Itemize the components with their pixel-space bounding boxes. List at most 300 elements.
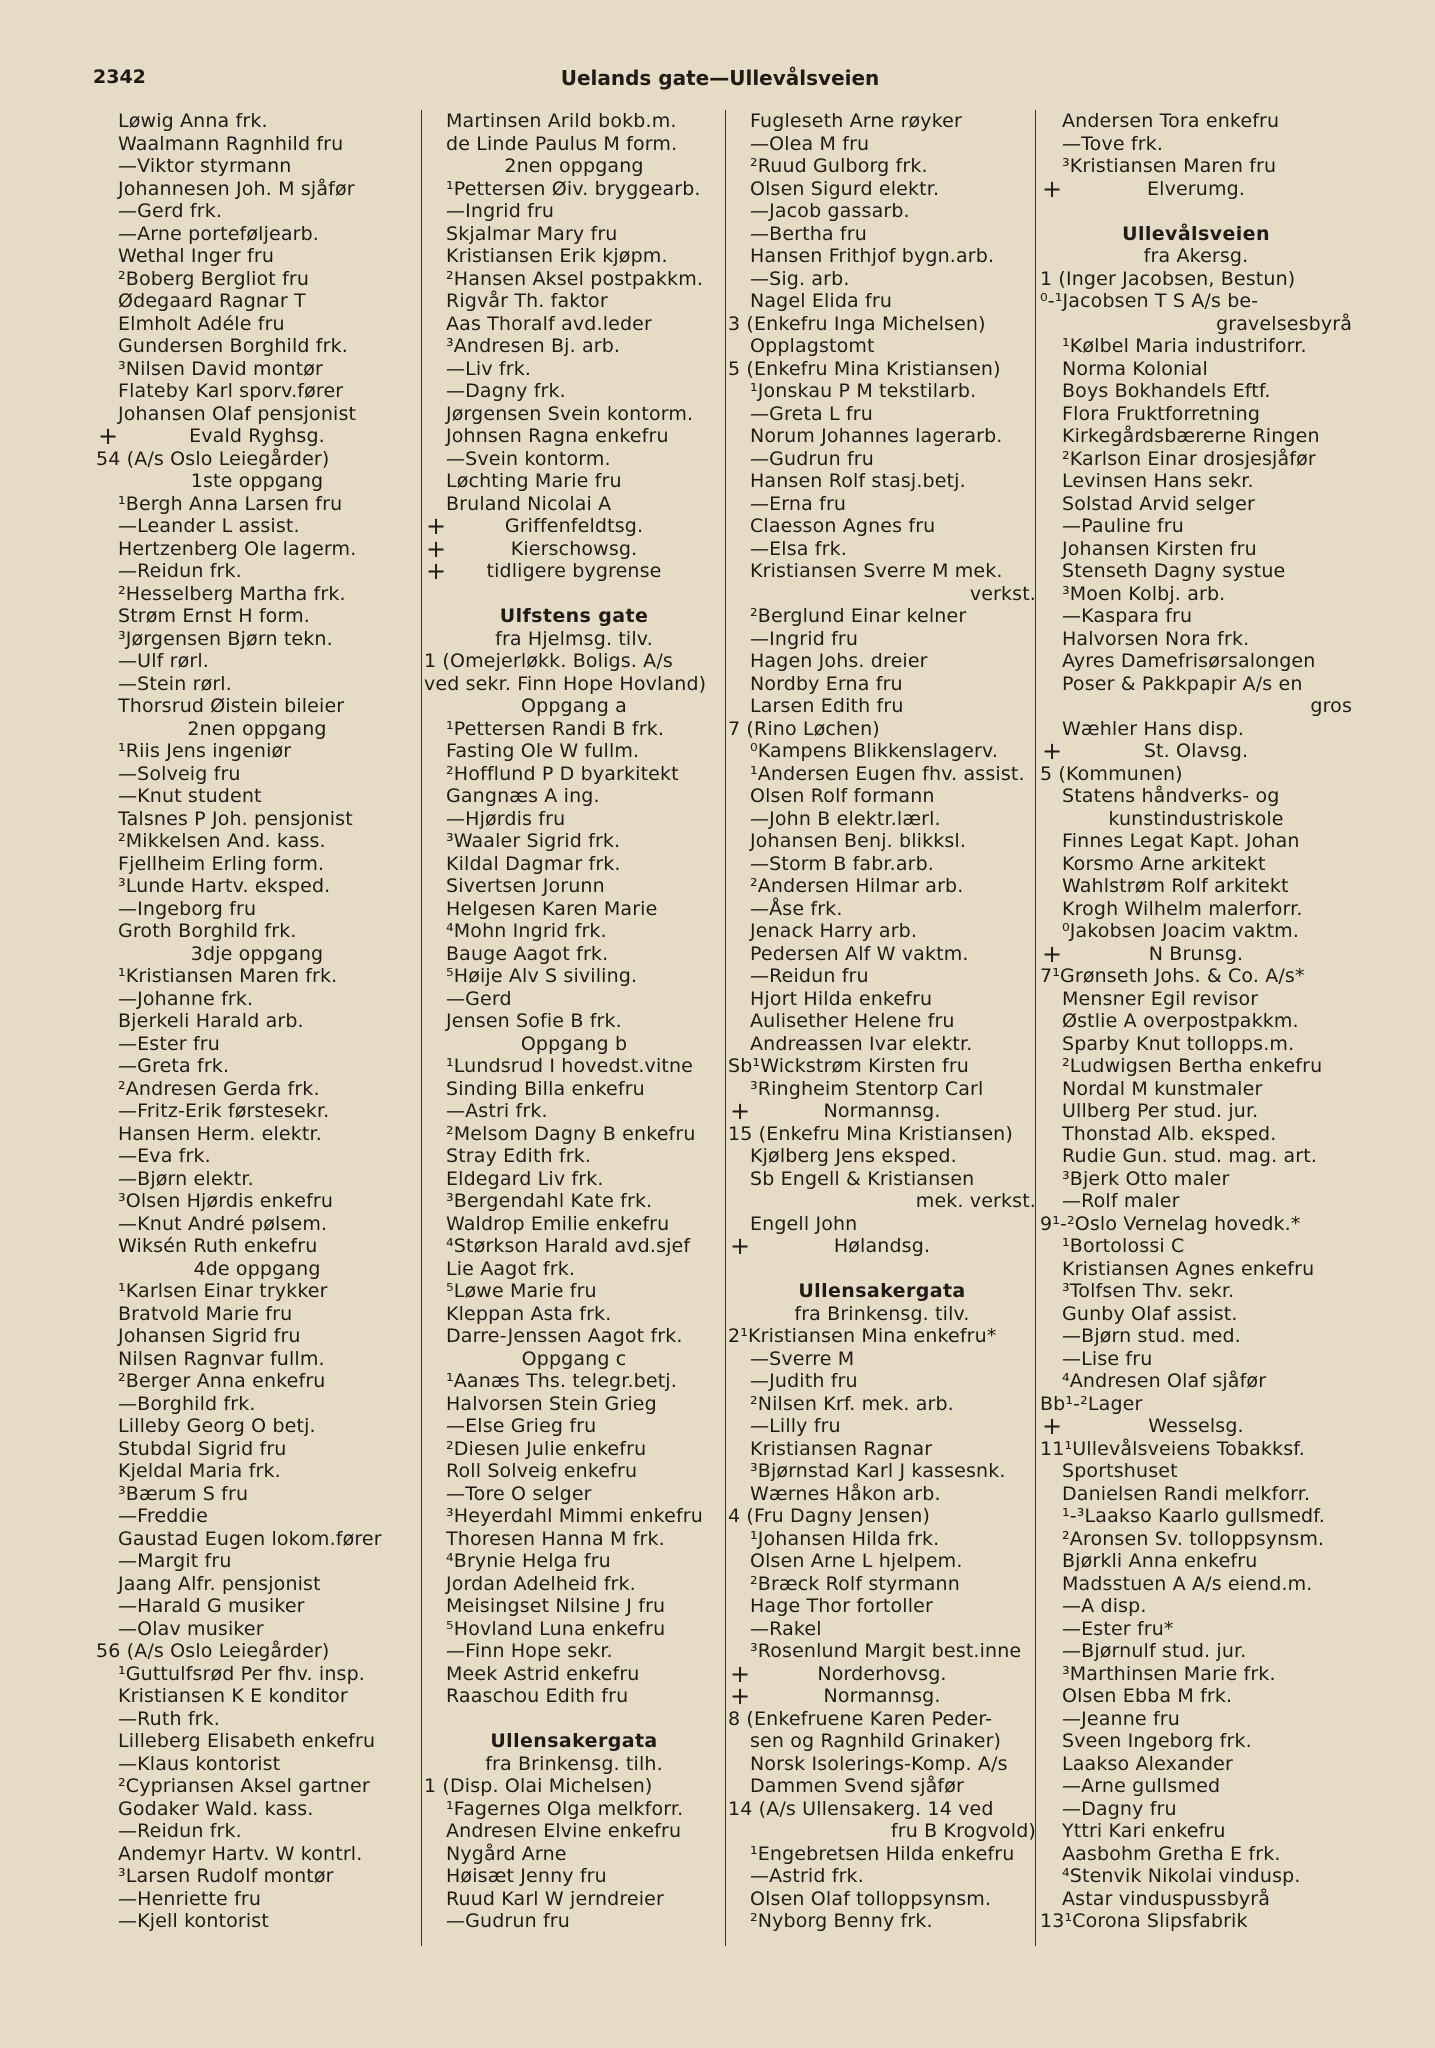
house-entry: 54 (A/s Oslo Leiegårder): [96, 447, 330, 470]
resident-entry: ²Hesselberg Martha frk.: [118, 582, 346, 605]
resident-entry: —Ingeborg fru: [118, 897, 257, 920]
resident-entry: Nilsen Ragnvar fullm.: [118, 1347, 325, 1370]
resident-entry: Østlie A overpostpakkm.: [1062, 1010, 1299, 1032]
resident-entry: ¹Riis Jens ingeniør: [118, 740, 292, 762]
resident-entry: —Knut André pølsem.: [118, 1212, 328, 1235]
resident-entry: Fjellheim Erling form.: [118, 852, 325, 875]
resident-entry: Bratvold Marie fru: [118, 1302, 293, 1325]
resident-entry: ¹Kristiansen Maren frk.: [118, 965, 338, 987]
resident-entry: ²Diesen Julie enkefru: [446, 1437, 647, 1460]
resident-entry: ⁴Størkson Harald avd.sjef: [446, 1235, 691, 1257]
resident-entry: —Greta frk.: [118, 1055, 230, 1077]
resident-entry: Lie Aagot frk.: [446, 1257, 576, 1280]
resident-entry: Boys Bokhandels Eftf.: [1062, 380, 1271, 402]
resident-entry: ²Andersen Hilmar arb.: [750, 875, 964, 897]
resident-entry: —Leander L assist.: [118, 515, 300, 537]
resident-entry: —Lilly fru: [750, 1415, 841, 1437]
resident-entry: Sb Engell & Kristiansen: [750, 1167, 975, 1190]
resident-entry: —Tore O selger: [446, 1482, 592, 1505]
resident-entry: —Sig. arb.: [750, 267, 850, 290]
directory-column-3: [728, 110, 1036, 1950]
resident-entry: —Olea M fru: [750, 132, 870, 155]
resident-entry: Bjørkli Anna enkefru: [1062, 1550, 1258, 1572]
house-entry: 7¹Grønseth Johs. & Co. A/s*: [1040, 965, 1305, 987]
cross-street-name: Wesselsg.: [1148, 1415, 1244, 1437]
resident-entry: Olsen Arne L hjelpem.: [750, 1550, 963, 1572]
resident-entry: —Else Grieg fru: [446, 1415, 597, 1437]
resident-entry: Flora Fruktforretning: [1062, 402, 1261, 425]
resident-entry: —Bertha fru: [750, 222, 867, 245]
resident-entry: Hansen Rolf stasj.betj.: [750, 470, 966, 492]
resident-entry: sen og Ragnhild Grinaker): [750, 1730, 1002, 1752]
house-entry: Bb¹-²Lager: [1040, 1392, 1143, 1415]
resident-entry: Stubdal Sigrid fru: [118, 1437, 287, 1460]
resident-entry: Hjort Hilda enkefru: [750, 987, 933, 1010]
resident-entry: —Astrid frk.: [750, 1865, 864, 1887]
resident-entry: Eldegard Liv frk.: [446, 1167, 604, 1190]
resident-entry: Meek Astrid enkefru: [446, 1662, 640, 1685]
resident-entry: Johansen Olaf pensjonist: [118, 402, 357, 425]
resident-entry: Engell John: [750, 1212, 858, 1235]
resident-entry: Groth Borghild frk.: [118, 920, 297, 942]
cross-street-name: Elverumg.: [1146, 177, 1246, 200]
resident-entry: —Bjørnulf stud. jur.: [1062, 1640, 1247, 1662]
street-heading: Ullevålsveien: [1122, 222, 1270, 245]
cross-street-marker: [728, 1232, 1036, 1260]
cross-street-icon: +: [426, 534, 447, 563]
resident-entry: Ullberg Per stud. jur.: [1062, 1100, 1259, 1122]
resident-entry: Sveen Ingeborg frk.: [1062, 1730, 1252, 1752]
street-heading: Ulfstens gate: [499, 605, 649, 627]
resident-entry: Kristiansen Sverre M mek.: [750, 560, 1003, 582]
resident-entry: Nagel Elida fru: [750, 290, 893, 312]
resident-entry: Jørgensen Svein kontorm.: [446, 402, 694, 425]
sub-heading: Oppgang c: [521, 1347, 627, 1370]
resident-entry: Aulisether Helene fru: [750, 1010, 955, 1032]
resident-entry: —Margit fru: [118, 1550, 232, 1572]
cross-street-name: Kierschowsg.: [510, 537, 638, 560]
resident-entry: Andersen Tora enkefru: [1062, 110, 1280, 132]
resident-entry: Bauge Aagot frk.: [446, 942, 609, 965]
resident-entry: Jenack Harry arb.: [750, 920, 918, 942]
page-number: 2342: [93, 66, 146, 88]
sub-heading: fra Brinkensg. tilh.: [485, 1752, 663, 1775]
resident-entry: Poser & Pakkpapir A/s en: [1062, 672, 1303, 695]
resident-entry: ³Bergendahl Kate frk.: [446, 1190, 653, 1212]
house-entry: 3 (Enkefru Inga Michelsen): [728, 312, 986, 335]
resident-entry: ¹Aanæs Ths. telegr.betj.: [446, 1370, 677, 1392]
resident-entry: —Freddie: [118, 1505, 208, 1527]
resident-entry: Godaker Wald. kass.: [118, 1797, 314, 1820]
resident-entry: —Bjørn elektr.: [118, 1167, 254, 1190]
resident-entry: Hansen Herm. elektr.: [118, 1122, 322, 1145]
cross-street-marker: [96, 422, 418, 450]
resident-entry: —Borghild frk.: [118, 1392, 256, 1415]
resident-entry: Fasting Ole W fullm.: [446, 740, 640, 762]
resident-entry: —Arne gullsmed: [1062, 1775, 1221, 1797]
resident-entry: —Harald G musiker: [118, 1595, 305, 1617]
cross-street-name: Griffenfeldtsg.: [504, 515, 644, 537]
resident-entry: Danielsen Randi melkforr.: [1062, 1482, 1311, 1505]
resident-entry: —Arne porteføljearb.: [118, 222, 319, 245]
resident-entry: —Johanne frk.: [118, 987, 254, 1010]
cross-street-icon: +: [98, 422, 119, 450]
resident-entry: Sivertsen Jorunn: [446, 875, 605, 897]
house-entry: 15 (Enkefru Mina Kristiansen): [728, 1122, 1013, 1145]
resident-entry: —Hjørdis fru: [446, 807, 566, 830]
house-entry: 56 (A/s Oslo Leiegårder): [96, 1640, 330, 1662]
house-entry: 4 (Fru Dagny Jensen): [728, 1505, 931, 1527]
resident-entry: —Knut student: [118, 785, 262, 807]
resident-entry: Bjerkeli Harald arb.: [118, 1010, 304, 1032]
resident-entry: Wahlstrøm Rolf arkitekt: [1062, 875, 1289, 897]
house-entry: 7 (Rino Løchen): [728, 717, 880, 740]
resident-entry: Talsnes P Joh. pensjonist: [118, 807, 353, 830]
resident-entry: —Elsa frk.: [750, 537, 847, 560]
resident-entry: ³Marthinsen Marie frk.: [1062, 1662, 1276, 1685]
resident-entry: ²Hofflund P D byarkitekt: [446, 762, 679, 785]
resident-entry: Ayres Damefrisørsalongen: [1062, 650, 1316, 672]
resident-entry: Jordan Adelheid frk.: [446, 1572, 636, 1595]
resident-entry: Larsen Edith fru: [750, 695, 904, 717]
resident-entry: ³Larsen Rudolf montør: [118, 1865, 334, 1887]
street-heading: Ullensakergata: [798, 1280, 966, 1302]
resident-entry: ¹Bergh Anna Larsen fru: [118, 492, 343, 515]
cross-street-icon: +: [426, 557, 447, 585]
resident-entry: ³Rosenlund Margit best.inne: [750, 1640, 1022, 1662]
resident-entry: Kristiansen Erik kjøpm.: [446, 245, 668, 267]
resident-entry: —Jacob gassarb.: [750, 200, 910, 222]
resident-entry: —Reidun frk.: [118, 1820, 242, 1842]
resident-entry: Rudie Gun. stud. mag. art.: [1062, 1145, 1318, 1167]
resident-entry: Kristiansen K E konditor: [118, 1685, 348, 1707]
cross-street-icon: +: [1042, 939, 1063, 968]
resident-entry: Claesson Agnes fru: [750, 515, 936, 537]
resident-entry: Andresen Elvine enkefru: [446, 1820, 682, 1842]
resident-entry: Lilleberg Elisabeth enkefru: [118, 1730, 376, 1752]
resident-entry: ³Bærum S fru: [118, 1482, 249, 1505]
cross-street-name: Hølandsg.: [833, 1235, 931, 1257]
resident-entry: ²Nilsen Krf. mek. arb.: [750, 1392, 954, 1415]
resident-entry: Yttri Kari enkefru: [1062, 1820, 1226, 1842]
column-divider: [421, 110, 422, 1946]
sub-heading: 3dje oppgang: [190, 942, 324, 965]
house-entry: 13¹Corona Slipsfabrik: [1040, 1910, 1248, 1932]
resident-entry: Martinsen Arild bokb.m.: [446, 110, 677, 132]
resident-entry: ²Hansen Aksel postpakkm.: [446, 267, 704, 290]
resident-entry: Thorsrud Øistein bileier: [118, 695, 345, 717]
resident-entry: ²Cypriansen Aksel gartner: [118, 1775, 370, 1797]
cross-street-icon: +: [1042, 737, 1063, 765]
cross-street-name: tidligere bygrense: [486, 560, 662, 582]
resident-entry: ²Aronsen Sv. tolloppsynsm.: [1062, 1527, 1325, 1550]
resident-entry: Kjeldal Maria frk.: [118, 1460, 281, 1482]
resident-entry: Sportshuset: [1062, 1460, 1178, 1482]
sub-heading: Oppgang a: [521, 695, 627, 717]
resident-entry: —Gerd: [446, 987, 512, 1010]
resident-entry: ²Andresen Gerda frk.: [118, 1077, 320, 1100]
resident-entry: Hansen Frithjof bygn.arb.: [750, 245, 995, 267]
cross-street-marker: [424, 534, 724, 563]
resident-entry: Darre-Jenssen Aagot frk.: [446, 1325, 683, 1347]
resident-entry: ¹Bortolossi C: [1062, 1235, 1185, 1257]
resident-entry: Helgesen Karen Marie: [446, 897, 658, 920]
resident-entry: —Ester fru: [118, 1032, 220, 1055]
resident-entry: Hertzenberg Ole lagerm.: [118, 537, 357, 560]
cross-street-name: Normannsg.: [823, 1100, 941, 1122]
resident-entry: —Erna fru: [750, 492, 847, 515]
resident-entry: —Viktor styrmann: [118, 155, 292, 177]
resident-entry: Johannesen Joh. M sjåfør: [118, 177, 355, 200]
cross-street-marker: [1040, 1412, 1352, 1440]
resident-entry: Bruland Nicolai A: [446, 492, 612, 515]
resident-entry: Norsk Isolerings-Komp. A/s: [750, 1752, 1008, 1775]
resident-entry: ⁰Kampens Blikkenslagerv.: [750, 740, 999, 762]
cross-street-icon: +: [730, 1232, 751, 1260]
resident-entry: ⁵Høije Alv S siviling.: [446, 965, 638, 987]
resident-entry: —Dagny frk.: [446, 380, 566, 402]
resident-entry: ⁰Jakobsen Joacim vaktm.: [1062, 920, 1300, 942]
resident-entry: Ruud Karl W jerndreier: [446, 1887, 664, 1910]
resident-entry: Strøm Ernst H form.: [118, 605, 310, 627]
sub-heading: Oppgang b: [520, 1032, 628, 1055]
resident-entry: Stray Edith frk.: [446, 1145, 592, 1167]
resident-entry: Jaang Alfr. pensjonist: [118, 1572, 321, 1595]
resident-entry: ³Lunde Hartv. eksped.: [118, 875, 331, 897]
resident-entry: ⁴Andresen Olaf sjåfør: [1062, 1370, 1267, 1392]
resident-entry: Opplagstomt: [750, 335, 875, 357]
resident-entry: ¹Pettersen Randi B frk.: [446, 717, 665, 740]
resident-entry: —Gerd frk.: [118, 200, 223, 222]
cross-street-marker: [1040, 174, 1352, 203]
house-entry: 2¹Kristiansen Mina enkefru*: [728, 1325, 997, 1347]
resident-entry: Levinsen Hans sekr.: [1062, 470, 1254, 492]
resident-entry: ³Bjerk Otto maler: [1062, 1167, 1230, 1190]
resident-entry: ¹Pettersen Øiv. bryggearb.: [446, 177, 701, 200]
resident-entry: ¹Andersen Eugen fhv. assist.: [750, 762, 1025, 785]
resident-entry: —Bjørn stud. med.: [1062, 1325, 1241, 1347]
resident-entry: —Svein kontorm.: [446, 447, 611, 470]
resident-entry: —Storm B fabr.arb.: [750, 852, 934, 875]
resident-entry: ¹Engebretsen Hilda enkefru: [750, 1842, 1015, 1865]
resident-entry: ²Ludwigsen Bertha enkefru: [1062, 1055, 1323, 1077]
resident-entry: ⁵Hovland Luna enkefru: [446, 1617, 666, 1640]
resident-entry: Kristiansen Ragnar: [750, 1437, 933, 1460]
resident-entry: Andreassen Ivar elektr.: [750, 1032, 973, 1055]
continuation-line: fru B Krogvold): [890, 1820, 1036, 1842]
resident-entry: Fugleseth Arne røyker: [750, 110, 962, 132]
resident-entry: —Klaus kontorist: [118, 1752, 281, 1775]
resident-entry: Statens håndverks- og: [1062, 785, 1280, 807]
resident-entry: ¹Johansen Hilda frk.: [750, 1527, 940, 1550]
cross-street-icon: +: [730, 1659, 751, 1688]
resident-entry: Kleppan Asta frk.: [446, 1302, 612, 1325]
resident-entry: —Dagny fru: [1062, 1797, 1177, 1820]
resident-entry: —Greta L fru: [750, 402, 873, 425]
resident-entry: —Tove frk.: [1062, 132, 1164, 155]
sub-heading: kunstindustriskole: [1108, 807, 1284, 830]
resident-entry: ³Bjørnstad Karl J kassesnk.: [750, 1460, 1006, 1482]
resident-entry: Gunby Olaf assist.: [1062, 1302, 1238, 1325]
cross-street-icon: +: [426, 512, 447, 540]
resident-entry: ¹Lundsrud I hovedst.vitne: [446, 1055, 694, 1077]
resident-entry: Olsen Rolf formann: [750, 785, 935, 807]
resident-entry: Norma Kolonial: [1062, 357, 1208, 380]
resident-entry: ²Berglund Einar kelner: [750, 605, 967, 627]
resident-entry: —Judith fru: [750, 1370, 858, 1392]
resident-entry: Thoresen Hanna M frk.: [446, 1527, 665, 1550]
resident-entry: ³Jørgensen Bjørn tekn.: [118, 627, 333, 650]
cross-street-name: N Brunsg.: [1148, 942, 1244, 965]
resident-entry: Norum Johannes lagerarb.: [750, 425, 1003, 447]
resident-entry: —Liv frk.: [446, 357, 532, 380]
resident-entry: —A disp.: [1062, 1595, 1147, 1617]
cross-street-marker: [1040, 737, 1352, 765]
resident-entry: Pedersen Alf W vaktm.: [750, 942, 969, 965]
resident-entry: ¹Fagernes Olga melkforr.: [446, 1797, 684, 1820]
cross-street-name: Evald Ryghsg.: [189, 425, 325, 447]
resident-entry: —Kjell kontorist: [118, 1910, 269, 1932]
resident-entry: —Gudrun fru: [446, 1910, 570, 1932]
continuation-line: gros: [1310, 695, 1352, 717]
resident-entry: Ødegaard Ragnar T: [118, 290, 306, 312]
sub-heading: 2nen oppgang: [504, 155, 644, 177]
resident-entry: ³Kristiansen Maren fru: [1062, 155, 1277, 177]
resident-entry: ²Bræck Rolf styrmann: [750, 1572, 960, 1595]
street-heading: Ullensakergata: [490, 1730, 658, 1752]
resident-entry: ⁴Brynie Helga fru: [446, 1550, 611, 1572]
resident-entry: —Sverre M: [750, 1347, 855, 1370]
continuation-line: verkst.: [969, 582, 1036, 605]
resident-entry: Kristiansen Agnes enkefru: [1062, 1257, 1315, 1280]
resident-entry: ¹Guttulfsrød Per fhv. insp.: [118, 1662, 365, 1685]
resident-entry: ³Andresen Bj. arb.: [446, 335, 621, 357]
resident-entry: Rigvår Th. faktor: [446, 290, 608, 312]
sub-heading: fra Brinkensg. tilv.: [794, 1302, 970, 1325]
resident-entry: Kirkegårdsbærerne Ringen: [1062, 425, 1320, 447]
cross-street-marker: [424, 557, 724, 585]
resident-entry: Gangnæs A ing.: [446, 785, 600, 807]
continuation-line: mek. verkst.: [915, 1190, 1036, 1212]
resident-entry: Flateby Karl sporv.fører: [118, 380, 344, 402]
resident-entry: ⁵Løwe Marie fru: [446, 1280, 597, 1302]
page-title: Uelands gate—Ullevålsveien: [560, 66, 880, 90]
resident-entry: Finnes Legat Kapt. Johan: [1062, 830, 1300, 852]
resident-entry: Hagen Johs. dreier: [750, 650, 928, 672]
resident-entry: Skjalmar Mary fru: [446, 222, 618, 245]
resident-entry: Sinding Billa enkefru: [446, 1077, 645, 1100]
resident-entry: ⁴Mohn Ingrid frk.: [446, 920, 607, 942]
resident-entry: Korsmo Arne arkitekt: [1062, 852, 1266, 875]
sub-heading: fra Akersg.: [1143, 245, 1249, 267]
resident-entry: —Stein rørl.: [118, 672, 232, 695]
resident-entry: —Kaspara fru: [1062, 605, 1193, 627]
house-entry: ved sekr. Finn Hope Hovland): [424, 672, 707, 695]
resident-entry: Johnsen Ragna enkefru: [446, 425, 669, 447]
directory-column-4: [1040, 110, 1352, 1950]
resident-entry: Olsen Ebba M frk.: [1062, 1685, 1233, 1707]
resident-entry: Solstad Arvid selger: [1062, 492, 1255, 515]
resident-entry: —Astri frk.: [446, 1100, 548, 1122]
resident-entry: Aas Thoralf avd.leder: [446, 312, 652, 335]
resident-entry: ¹Jonskau P M tekstilarb.: [750, 380, 977, 402]
resident-entry: —Solveig fru: [118, 762, 241, 785]
resident-entry: ³Moen Kolbj. arb.: [1062, 582, 1226, 605]
cross-street-marker: [424, 512, 724, 540]
resident-entry: ²Mikkelsen And. kass.: [118, 830, 326, 852]
resident-entry: ¹-³Laakso Kaarlo gullsmedf.: [1062, 1505, 1325, 1527]
resident-entry: Olsen Olaf tolloppsynsm.: [750, 1887, 992, 1910]
resident-entry: —John B elektr.lærl.: [750, 807, 941, 830]
resident-entry: Thonstad Alb. eksped.: [1062, 1122, 1277, 1145]
resident-entry: Mensner Egil revisor: [1062, 987, 1259, 1010]
sub-heading: 1ste oppgang: [190, 470, 324, 492]
resident-entry: Johansen Benj. blikksl.: [750, 830, 967, 852]
house-entry: 5 (Kommunen): [1040, 762, 1183, 785]
resident-entry: Olsen Sigurd elektr.: [750, 177, 940, 200]
resident-entry: de Linde Paulus M form.: [446, 132, 678, 155]
resident-entry: ²Berger Anna enkefru: [118, 1370, 326, 1392]
resident-entry: Wærnes Håkon arb.: [750, 1482, 941, 1505]
resident-entry: ¹Karlsen Einar trykker: [118, 1280, 328, 1302]
resident-entry: Raaschou Edith fru: [446, 1685, 629, 1707]
resident-entry: ²Boberg Bergliot fru: [118, 267, 310, 290]
resident-entry: —Fritz-Erik førstesekr.: [118, 1100, 330, 1122]
resident-entry: Gaustad Eugen lokom.fører: [118, 1527, 382, 1550]
resident-entry: Aasbohm Gretha E frk.: [1062, 1842, 1281, 1865]
house-entry: 14 (A/s Ullensakerg. 14 ved: [728, 1797, 994, 1820]
resident-entry: Dammen Svend sjåfør: [750, 1775, 964, 1797]
resident-entry: ²Nyborg Benny frk.: [750, 1910, 933, 1932]
resident-entry: Wiksén Ruth enkefru: [118, 1235, 318, 1257]
cross-street-marker: [1040, 939, 1352, 968]
cross-street-marker: [728, 1682, 1036, 1710]
resident-entry: —Ester fru*: [1062, 1617, 1174, 1640]
cross-street-name: Normannsg.: [823, 1685, 941, 1707]
resident-entry: Nordby Erna fru: [750, 672, 903, 695]
resident-entry: Elmholt Adéle fru: [118, 312, 285, 335]
resident-entry: Wæhler Hans disp.: [1062, 717, 1245, 740]
resident-entry: Jensen Sofie B frk.: [446, 1010, 622, 1032]
resident-entry: —Henriette fru: [118, 1887, 262, 1910]
resident-entry: —Ulf rørl.: [118, 650, 209, 672]
cross-street-marker: [728, 1097, 1036, 1125]
resident-entry: —Olav musiker: [118, 1617, 264, 1640]
resident-entry: ³Waaler Sigrid frk.: [446, 830, 621, 852]
resident-entry: Høisæt Jenny fru: [446, 1865, 607, 1887]
resident-entry: ⁴Stenvik Nikolai vindusp.: [1062, 1865, 1301, 1887]
resident-entry: —Ingrid fru: [750, 627, 859, 650]
resident-entry: Nordal M kunstmaler: [1062, 1077, 1263, 1100]
resident-entry: ³Tolfsen Thv. sekr.: [1062, 1280, 1235, 1302]
resident-entry: —Rolf maler: [1062, 1190, 1180, 1212]
resident-entry: Kildal Dagmar frk.: [446, 852, 621, 875]
resident-entry: ²Karlson Einar drosjesjåfør: [1062, 447, 1316, 470]
directory-column-2: [424, 110, 724, 1950]
house-entry: 9¹-²Oslo Vernelag hovedk.*: [1040, 1212, 1301, 1235]
resident-entry: ³Nilsen David montør: [118, 357, 324, 380]
resident-entry: —Åse frk.: [750, 897, 843, 920]
resident-entry: ³Heyerdahl Mimmi enkefru: [446, 1505, 703, 1527]
continuation-line: gravelsesbyrå: [1216, 312, 1352, 335]
resident-entry: Roll Solveig enkefru: [446, 1460, 638, 1482]
resident-entry: ³Olsen Hjørdis enkefru: [118, 1190, 334, 1212]
cross-street-icon: +: [730, 1097, 751, 1125]
resident-entry: Hage Thor fortoller: [750, 1595, 933, 1617]
sub-heading: fra Hjelmsg. tilv.: [495, 627, 653, 650]
resident-entry: Krogh Wilhelm malerforr.: [1062, 897, 1303, 920]
column-divider: [725, 110, 726, 1946]
